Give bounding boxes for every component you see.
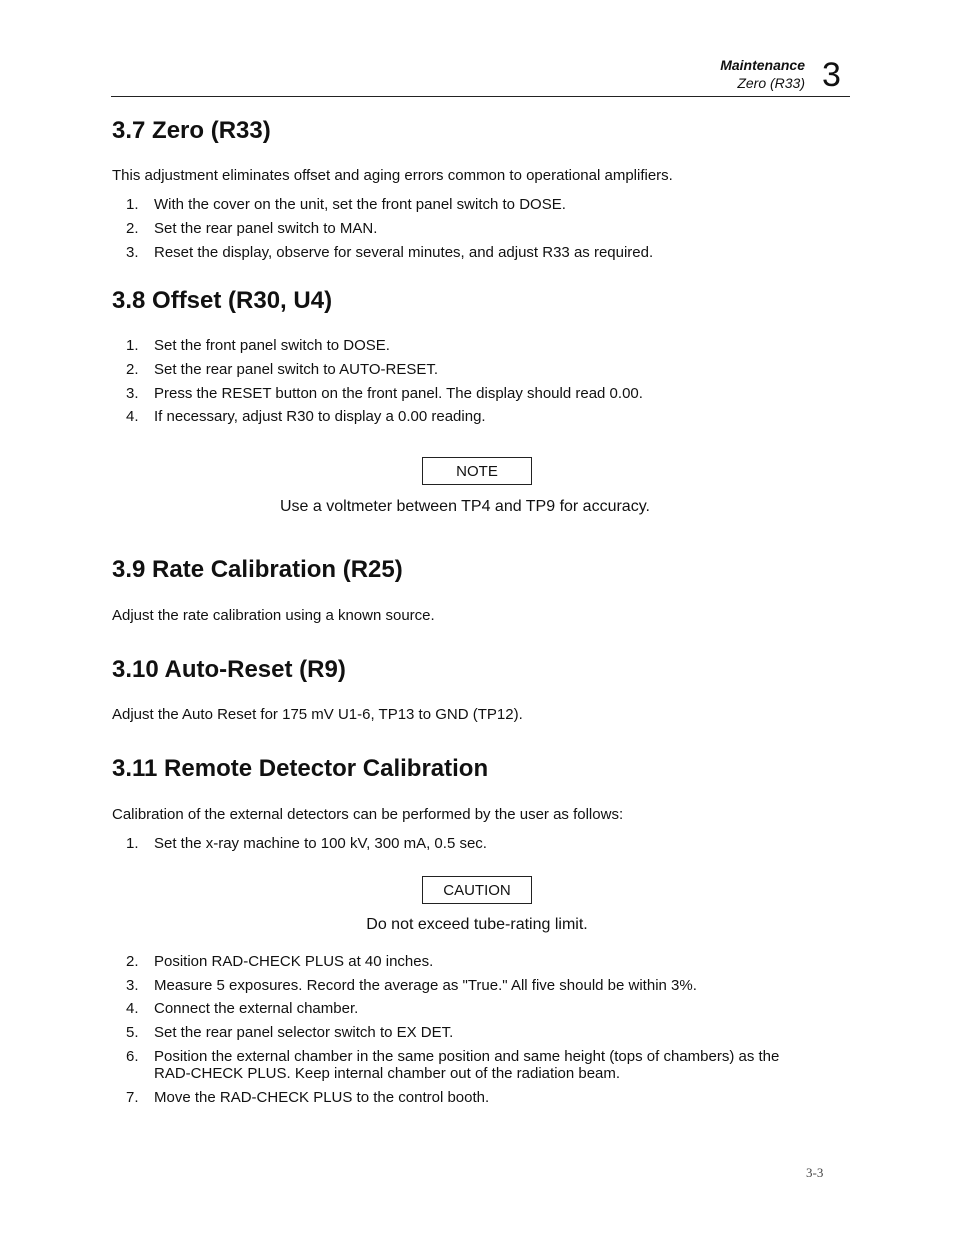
note-label-box: NOTE [422,457,532,485]
list-number: 6. [126,1048,139,1065]
section-3-9-text: Adjust the rate calibration using a known source. [112,607,435,624]
section-heading-3-11: 3.11 Remote Detector Calibration [112,755,489,782]
running-header-subsection: Zero (R33) [737,75,805,91]
page-number: 3-3 [806,1165,824,1180]
list-text: Position the external chamber in the same position and same height (tops of chambers) as the RAD-CHECK PLUS. Keep internal chamber out of the radiation beam. [154,1048,780,1082]
section-3-7-intro: This adjustment eliminates offset and aging errors common to operational amplifiers. [112,167,673,184]
list-text: Set the rear panel switch to MAN. [154,220,378,237]
section-3-11-intro: Calibration of the external detectors can be performed by the user as follows: [112,806,624,823]
caution-label-box: CAUTION [422,876,532,904]
list-text: Move the RAD-CHECK PLUS to the control booth. [154,1089,490,1106]
list-number: 7. [126,1089,139,1106]
list-number: 4. [126,1000,139,1017]
chapter-number: 3 [822,56,841,94]
list-number: 3. [126,977,139,994]
list-number: 4. [126,408,139,425]
list-text: Set the x-ray machine to 100 kV, 300 mA, 0.5 sec. [154,835,487,852]
list-number: 3. [126,385,139,402]
list-text: Position RAD-CHECK PLUS at 40 inches. [154,953,434,970]
running-header-section: Maintenance [720,57,805,73]
list-number: 2. [126,220,139,237]
list-number: 3. [126,244,139,261]
list-text: Reset the display, observe for several minutes, and adjust R33 as required. [154,244,654,261]
list-text: If necessary, adjust R30 to display a 0.00 reading. [154,408,486,425]
caution-text: Do not exceed tube-rating limit. [366,916,588,933]
section-3-10-text: Adjust the Auto Reset for 175 mV U1-6, TP13 to GND (TP12). [112,706,523,723]
list-text: Set the rear panel selector switch to EX DET. [154,1024,454,1041]
note-text: Use a voltmeter between TP4 and TP9 for accuracy. [280,498,650,515]
header-rule [111,96,850,97]
list-text: Measure 5 exposures. Record the average as "True." All five should be within 3%. [154,977,697,994]
list-number: 1. [126,835,139,852]
list-text: Set the front panel switch to DOSE. [154,337,390,354]
list-number: 5. [126,1024,139,1041]
list-text: Connect the external chamber. [154,1000,359,1017]
section-heading-3-7: 3.7 Zero (R33) [112,117,271,144]
list-text: Set the rear panel switch to AUTO-RESET. [154,361,439,378]
list-number: 2. [126,953,139,970]
section-heading-3-9: 3.9 Rate Calibration (R25) [112,556,403,583]
list-number: 2. [126,361,139,378]
list-text: Press the RESET button on the front panel. The display should read 0.00. [154,385,643,402]
section-heading-3-10: 3.10 Auto-Reset (R9) [112,656,346,683]
list-number: 1. [126,337,139,354]
list-number: 1. [126,196,139,213]
list-text: With the cover on the unit, set the front panel switch to DOSE. [154,196,566,213]
section-heading-3-8: 3.8 Offset (R30, U4) [112,287,333,314]
